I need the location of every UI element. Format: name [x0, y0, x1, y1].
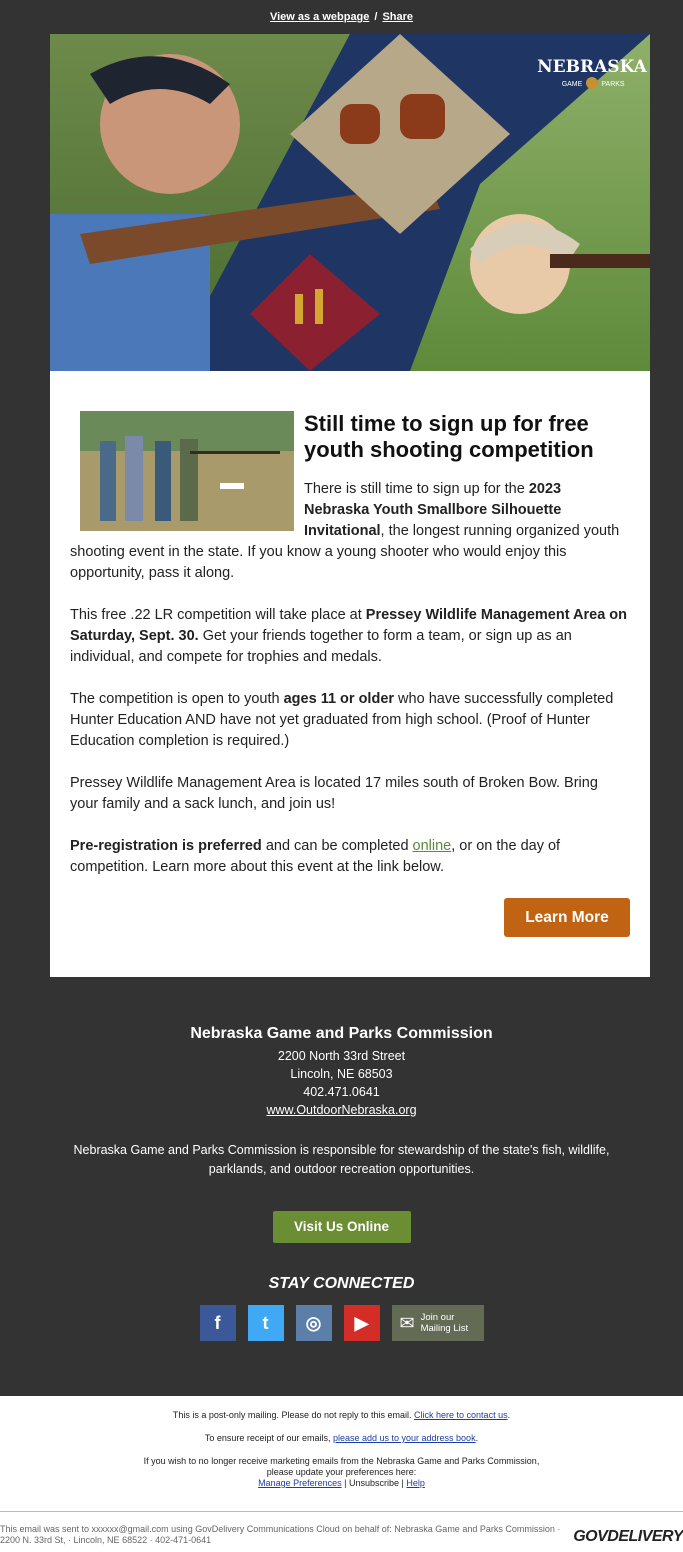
legal-section — [0, 1410, 683, 1489]
address-book-notice: To ensure receipt of our emails, please add us to your address book. — [204, 1433, 479, 1443]
paragraph-registration: Pre-registration is preferred and can be completed online, or on the day of competition. Learn more about this event at the link below. — [70, 838, 561, 875]
address-book-link[interactable]: please add us to your address book — [332, 1433, 476, 1443]
preferences-notice: If you wish to no longer receive marketing emails from the Nebraska Game and Parks Commission, please update your preferences here: Manage Preferences | Unsubscribe | Help — [143, 1456, 540, 1488]
instagram-icon[interactable]: ◎ — [296, 1305, 332, 1341]
org-name: Nebraska Game and Parks Commission — [190, 1025, 493, 1042]
learn-more-button[interactable]: Learn More — [504, 898, 630, 937]
govdelivery-logo: GOVDELIVERY — [573, 1528, 683, 1545]
website-link[interactable]: www.OutdoorNebraska.org — [266, 1103, 417, 1117]
top-links — [0, 0, 683, 34]
logo-sub-left: GAME — [561, 81, 583, 88]
twitter-icon[interactable]: t — [248, 1305, 284, 1341]
bottom-divider — [0, 1511, 683, 1512]
mission-statement: Nebraska Game and Parks Commission is responsible for stewardship of the state's fish, wildlife, parklands, and outdoor recreation opportunities. — [73, 1143, 610, 1176]
help-link[interactable]: Help — [406, 1478, 425, 1488]
youtube-icon[interactable]: ▶ — [344, 1305, 380, 1341]
stay-connected-heading: STAY CONNECTED — [268, 1275, 415, 1292]
envelope-icon: ✉ — [399, 1312, 415, 1333]
link-separator: / — [374, 11, 378, 23]
hero-collage — [50, 34, 650, 371]
phone-number: 402.471.0641 — [303, 1085, 380, 1099]
sent-to-notice: This email was sent to xxxxxx@gmail.com using GovDelivery Communications Cloud on behalf of: Nebraska Game and Parks Commission · 2200 N. 33rd St, · Lincoln, NE 68522 · 402-471-0641 — [0, 1524, 561, 1545]
paragraph-location: This free .22 LR competition will take place at Pressey Wildlife Management Area on Saturday, Sept. 30. Get your friends together to form a team, or sign up as an individual, and compete for trophies and medals. — [70, 607, 628, 665]
article-headline: Still time to sign up for free youth shooting competition — [304, 411, 594, 462]
youth-shooters-photo — [80, 411, 294, 531]
mailing-list-button[interactable] — [392, 1305, 484, 1341]
footer — [0, 1025, 683, 1341]
article-card — [50, 371, 650, 977]
logo-title: NEBRASKA — [537, 57, 647, 77]
paragraph-intro: There is still time to sign up for the 2023 Nebraska Youth Smallbore Silhouette Invitational, the longest running organized youth shooting event in the state. If you know a young shooter who would enjoy this opportunity, pass it along. — [70, 481, 620, 581]
hero-banner-image — [50, 34, 650, 371]
visit-us-online-button[interactable]: Visit Us Online — [273, 1211, 411, 1243]
contact-us-link[interactable]: Click here to contact us — [414, 1410, 508, 1420]
mailing-line1: Join our — [420, 1312, 455, 1323]
logo-sub-right: PARKS — [601, 81, 625, 88]
social-links — [0, 1305, 683, 1341]
paragraph-directions: Pressey Wildlife Management Area is located 17 miles south of Broken Bow. Bring your family and a sack lunch, and join us! — [70, 775, 598, 812]
paragraph-eligibility: The competition is open to youth ages 11 or older who have successfully completed Hunter Education AND have not yet graduated from high school. (Proof of Hunter Education completion is required.) — [70, 691, 614, 749]
city-address: Lincoln, NE 68503 — [290, 1067, 393, 1081]
view-as-webpage-link[interactable]: View as a webpage — [269, 11, 370, 23]
manage-preferences-link[interactable]: Manage Preferences — [258, 1478, 342, 1488]
street-address: 2200 North 33rd Street — [277, 1049, 406, 1063]
mailing-line2: Mailing List — [420, 1323, 469, 1334]
share-link[interactable]: Share — [382, 11, 414, 23]
online-registration-link[interactable]: online — [412, 838, 452, 854]
facebook-icon[interactable]: f — [200, 1305, 236, 1341]
unsubscribe-link[interactable]: Unsubscribe — [349, 1478, 400, 1488]
post-only-notice: This is a post-only mailing. Please do not reply to this email. Click here to contact us. — [172, 1410, 511, 1420]
youth-shooters-image — [80, 411, 294, 531]
